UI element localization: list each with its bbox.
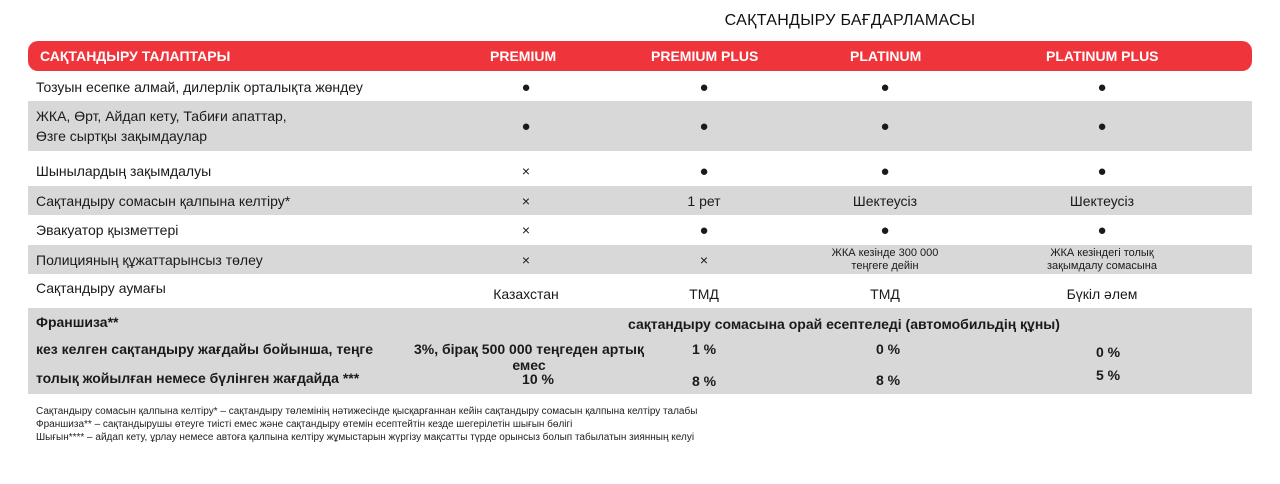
table-row <box>28 186 1252 215</box>
check-dot-icon: ● <box>1097 117 1107 135</box>
check-dot-icon: ● <box>880 221 890 239</box>
franchise-value: 8 % <box>875 372 901 388</box>
cross-icon: × <box>521 251 531 268</box>
cross-icon: × <box>521 192 531 209</box>
row-label-line: Өзге сыртқы зақымдаулар <box>36 128 208 144</box>
check-dot-icon: ● <box>1097 162 1107 180</box>
cell-value: Шектеусіз <box>1069 192 1135 209</box>
cross-icon: × <box>699 251 709 268</box>
check-dot-icon: ● <box>521 117 531 135</box>
check-dot-icon: ● <box>699 221 709 239</box>
row-label: Тозуын есепке алмай, дилерлік орталықта жөндеу <box>36 79 363 95</box>
franchise-value: 5 % <box>1095 367 1121 383</box>
franchise-value: 0 % <box>875 341 901 357</box>
cell-value: Бүкіл әлем <box>1066 286 1138 302</box>
check-dot-icon: ● <box>521 78 531 96</box>
footnote: Шығын**** – айдап кету, ұрлау немесе автоға қалпына келтіру жұмыстарын жүргізу мақсатты түрде орынсыз болып табылатын зиянның келуі <box>36 432 695 443</box>
cell-value: ТМД <box>689 286 719 302</box>
franchise-note: сақтандыру сомасына орай есептеледі (автомобильдің құны) <box>628 316 1060 332</box>
check-dot-icon: ● <box>699 162 709 180</box>
cell-value-line: теңгеге дейін <box>851 259 919 272</box>
cross-icon: × <box>521 222 531 238</box>
row-label: Шынылардың зақымдалуы <box>36 163 212 179</box>
cross-icon: × <box>521 163 531 179</box>
row-label: Эвакуатор қызметтері <box>36 222 179 238</box>
franchise-block <box>28 308 1252 394</box>
table-row <box>28 245 1252 274</box>
cell-value-line: ЖКА кезінде 300 000 <box>831 246 939 259</box>
cell-value <box>1018 245 1186 274</box>
row-label: Полицияның құжаттарынсыз төлеу <box>36 251 263 268</box>
check-dot-icon: ● <box>699 117 709 135</box>
header-plan-premium: PREMIUM <box>490 48 557 64</box>
franchise-value: 10 % <box>522 371 554 387</box>
header-plan-premium-plus: PREMIUM PLUS <box>651 48 759 64</box>
cell-value: 1 рет <box>687 192 721 209</box>
row-label: Сақтандыру сомасын қалпына келтіру* <box>36 192 291 209</box>
footnote: Франшиза** – сақтандырушы өтеуге тиісті емес және сақтандыру өтемін есептейтін кезде шегерілетін шығын бөлігі <box>36 419 573 430</box>
franchise-value: 8 % <box>691 373 717 389</box>
table-row <box>28 156 1252 186</box>
cell-value-line: ЖКА кезіндегі толық <box>1050 246 1154 259</box>
check-dot-icon: ● <box>699 78 709 96</box>
footnotes <box>36 405 697 444</box>
table-row <box>28 276 1252 306</box>
check-dot-icon: ● <box>880 117 890 135</box>
header-plan-platinum-plus: PLATINUM PLUS <box>1046 48 1159 64</box>
check-dot-icon: ● <box>1097 221 1107 239</box>
franchise-value: 3%, бірақ 500 000 теңгеден артық емес <box>414 341 644 373</box>
table-row <box>28 101 1252 151</box>
franchise-value: 1 % <box>691 341 717 357</box>
table-row <box>28 73 1252 101</box>
franchise-label: Франшиза** <box>36 314 119 330</box>
row-label <box>36 101 426 151</box>
cell-value: Шектеусіз <box>852 192 918 209</box>
table-row <box>28 216 1252 244</box>
header-plan-platinum: PLATINUM <box>850 48 922 64</box>
cell-value: ТМД <box>870 286 900 302</box>
cell-value: Казахстан <box>493 286 559 302</box>
header-requirements: САҚТАНДЫРУ ТАЛАПТАРЫ <box>40 48 231 64</box>
franchise-value: 0 % <box>1095 344 1121 360</box>
check-dot-icon: ● <box>1097 78 1107 96</box>
footnote: Сақтандыру сомасын қалпына келтіру* – сақтандыру төлемінің нәтижесінде қысқарғаннан кейін сақтандыру сомасын қалпына келтіру талабы <box>36 406 698 417</box>
check-dot-icon: ● <box>880 78 890 96</box>
cell-value-line: зақымдалу сомасына <box>1047 259 1157 272</box>
row-label: Сақтандыру аумағы <box>36 280 166 296</box>
franchise-row-label: кез келген сақтандыру жағдайы бойынша, теңге <box>36 341 374 357</box>
check-dot-icon: ● <box>880 162 890 180</box>
cell-value <box>808 245 962 274</box>
program-title: САҚТАНДЫРУ БАҒДАРЛАМАСЫ <box>724 12 976 29</box>
franchise-row-label: толық жойылған немесе бүлінген жағдайда *** <box>36 370 360 386</box>
row-label-line: ЖКА, Өрт, Айдап кету, Табиғи апаттар, <box>36 108 287 124</box>
table-header <box>28 41 1252 71</box>
